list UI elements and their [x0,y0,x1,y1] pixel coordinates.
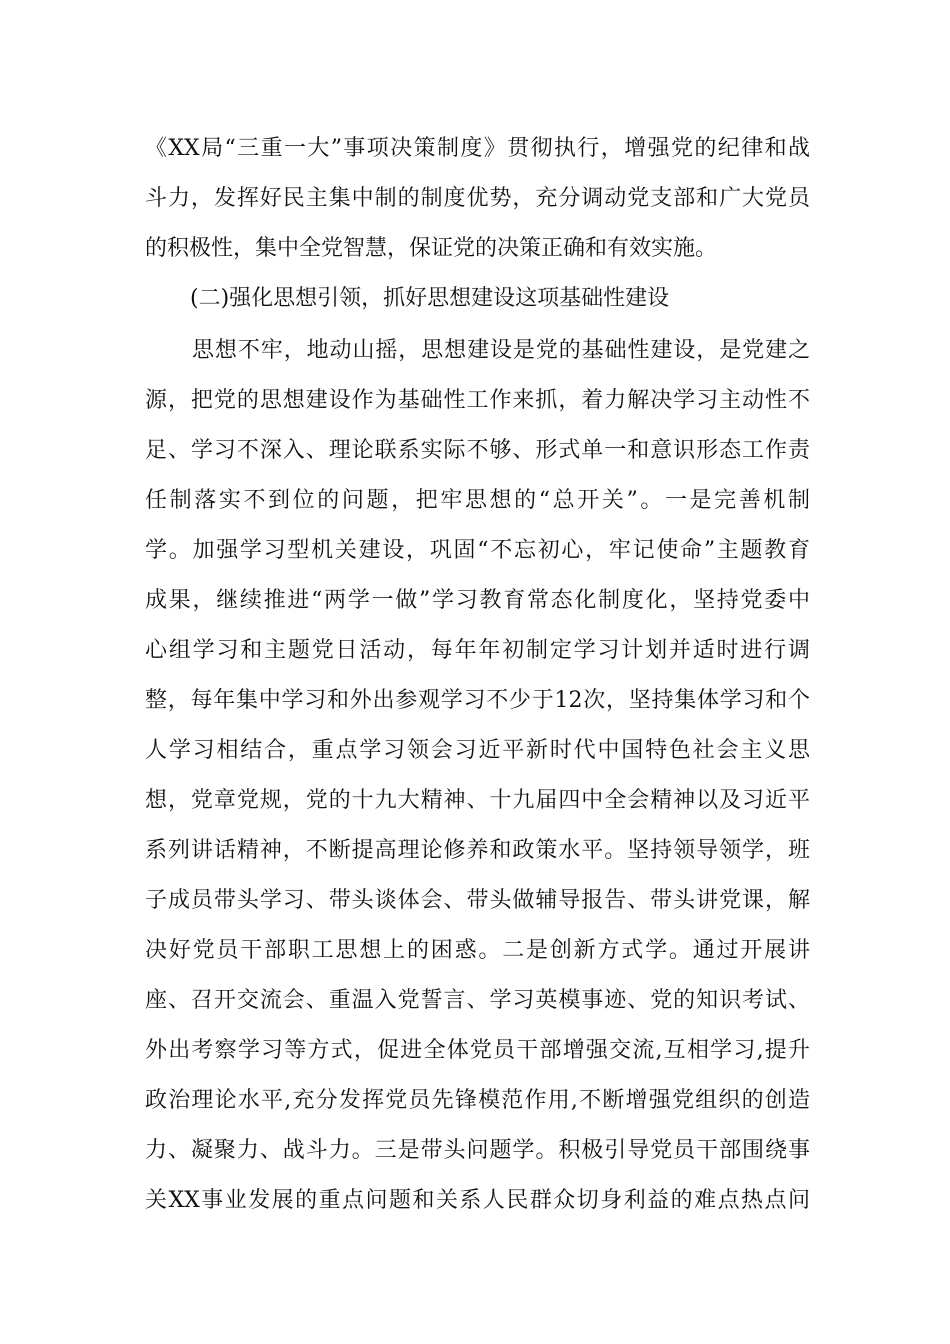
body-text-line: 源，把党的思想建设作为基础性工作来抓，着力解决学习主动性不 [145,388,810,413]
body-text-line: 决好党员干部职工思想上的困惑。二是创新方式学。通过开展讲 [145,938,810,963]
body-text-line: 子成员带头学习、带头谈体会、带头做辅导报告、带头讲党课，解 [145,888,810,913]
body-text-line: 斗力，发挥好民主集中制的制度优势，充分调动党支部和广大党员 [145,186,810,211]
body-text-line: 人学习相结合，重点学习领会习近平新时代中国特色社会主义思 [145,738,810,763]
body-text-line: 外出考察学习等方式，促进全体党员干部增强交流,互相学习,提升 [145,1038,810,1063]
body-text-line: 成果，继续推进“两学一做”学习教育常态化制度化，坚持党委中 [145,588,810,613]
body-text-line: 整，每年集中学习和外出参观学习不少于12次，坚持集体学习和个 [145,688,810,713]
body-text-line: 心组学习和主题党日活动，每年年初制定学习计划并适时进行调 [145,638,810,663]
body-text-line: 学。加强学习型机关建设，巩固“不忘初心，牢记使命”主题教育 [145,538,810,563]
body-text-line: 任制落实不到位的问题，把牢思想的“总开关”。一是完善机制 [145,488,810,513]
body-text-line: 力、凝聚力、战斗力。三是带头问题学。积极引导党员干部围绕事 [145,1138,810,1163]
body-text-line: 想，党章党规，党的十九大精神、十九届四中全会精神以及习近平 [145,788,810,813]
body-text-line: 思想不牢，地动山摇，思想建设是党的基础性建设，是党建之 [192,338,810,363]
body-text-line: 座、召开交流会、重温入党誓言、学习英模事迹、党的知识考试、 [145,988,810,1013]
body-text-line: 系列讲话精神，不断提高理论修养和政策水平。坚持领导领学，班 [145,838,810,863]
section-heading: (二)强化思想引领，抓好思想建设这项基础性建设 [190,286,670,311]
body-text-line: 关XX事业发展的重点问题和关系人民群众切身利益的难点热点问 [145,1188,810,1213]
body-text-line: 足、学习不深入、理论联系实际不够、形式单一和意识形态工作责 [145,438,810,463]
body-text-line: 《XX局“三重一大”事项决策制度》贯彻执行，增强党的纪律和战 [145,136,810,161]
body-text-line: 的积极性，集中全党智慧，保证党的决策正确和有效实施。 [145,236,718,261]
body-text-line: 政治理论水平,充分发挥党员先锋模范作用,不断增强党组织的创造 [145,1088,810,1113]
